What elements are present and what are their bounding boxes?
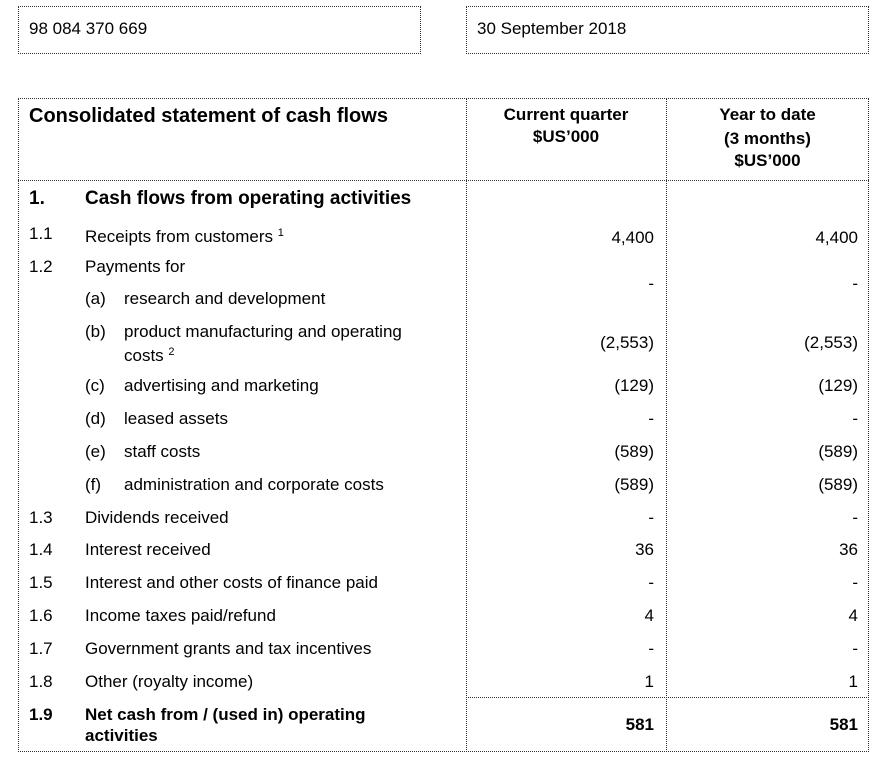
sub-row-label: advertising and marketing bbox=[124, 376, 319, 395]
year-to-date-value: - bbox=[852, 274, 858, 293]
row-label: Dividends received bbox=[85, 508, 229, 527]
row-number: 1.7 bbox=[29, 639, 53, 658]
year-to-date-value: - bbox=[852, 409, 858, 428]
row-number: 1.8 bbox=[29, 672, 53, 691]
row-label-text: Receipts from customers bbox=[85, 227, 273, 246]
current-quarter-value: (589) bbox=[614, 442, 654, 461]
section-title: Cash flows from operating activities bbox=[85, 188, 412, 209]
year-to-date-value: (589) bbox=[818, 475, 858, 494]
sub-row-label: leased assets bbox=[124, 409, 228, 428]
current-quarter-value: - bbox=[648, 573, 654, 592]
current-quarter-total: 581 bbox=[625, 715, 654, 734]
row-number: 1.4 bbox=[29, 540, 53, 559]
sub-row-letter: (e) bbox=[85, 442, 106, 461]
current-quarter-value: 4 bbox=[644, 606, 654, 625]
total-row-number: 1.9 bbox=[29, 705, 53, 724]
year-to-date-header bbox=[670, 104, 865, 172]
year-to-date-value: 4,400 bbox=[815, 228, 858, 247]
current-quarter-value: - bbox=[648, 274, 654, 293]
column-divider bbox=[466, 98, 467, 752]
footnote-marker: 1 bbox=[277, 227, 284, 239]
total-row-label-continued: activities bbox=[85, 726, 158, 745]
year-to-date-value: 4 bbox=[848, 606, 858, 625]
row-label: Payments for bbox=[85, 257, 186, 276]
current-quarter-value: (129) bbox=[614, 376, 654, 395]
statement-title: Consolidated statement of cash flows bbox=[29, 105, 388, 127]
sub-row-letter: (a) bbox=[85, 289, 106, 308]
total-row-label: Net cash from / (used in) operating bbox=[85, 705, 366, 724]
current-quarter-value: - bbox=[648, 409, 654, 428]
current-quarter-unit: $US’000 bbox=[532, 127, 600, 146]
year-to-date-value: (2,553) bbox=[804, 333, 858, 352]
sub-row-letter: (c) bbox=[85, 376, 105, 395]
section-number: 1. bbox=[29, 188, 45, 209]
sub-row-letter: (b) bbox=[85, 322, 106, 341]
row-label: Other (royalty income) bbox=[85, 672, 254, 691]
year-to-date-value: - bbox=[852, 639, 858, 658]
row-label bbox=[85, 223, 284, 247]
year-to-date-value: (129) bbox=[818, 376, 858, 395]
current-quarter-value: 1 bbox=[644, 672, 654, 691]
abn-box bbox=[18, 6, 421, 54]
year-to-date-period: (3 months) bbox=[724, 129, 811, 148]
year-to-date-total: 581 bbox=[829, 715, 858, 734]
current-quarter-value: - bbox=[648, 639, 654, 658]
sub-row-letter: (f) bbox=[85, 475, 102, 494]
row-label: Government grants and tax incentives bbox=[85, 639, 372, 658]
sub-row-label-continued bbox=[124, 342, 175, 366]
row-number: 1.2 bbox=[29, 257, 53, 276]
quarter-date-value: 30 September 2018 bbox=[477, 19, 627, 38]
sub-row-label: staff costs bbox=[124, 442, 201, 461]
year-to-date-label: Year to date bbox=[719, 105, 816, 124]
column-divider bbox=[666, 98, 667, 752]
sub-row-label: administration and corporate costs bbox=[124, 475, 384, 494]
current-quarter-value: (2,553) bbox=[600, 333, 654, 352]
sub-row-label: research and development bbox=[124, 289, 326, 308]
row-number: 1.1 bbox=[29, 224, 53, 243]
year-to-date-value: 1 bbox=[848, 672, 858, 691]
quarter-date-box bbox=[466, 6, 869, 54]
current-quarter-value: 4,400 bbox=[611, 228, 654, 247]
year-to-date-value: - bbox=[852, 573, 858, 592]
current-quarter-value: - bbox=[648, 508, 654, 527]
sub-row-letter: (d) bbox=[85, 409, 106, 428]
year-to-date-value: - bbox=[852, 508, 858, 527]
year-to-date-value: (589) bbox=[818, 442, 858, 461]
current-quarter-value: (589) bbox=[614, 475, 654, 494]
current-quarter-value: 36 bbox=[635, 540, 654, 559]
total-divider bbox=[466, 697, 869, 698]
current-quarter-label: Current quarter bbox=[503, 105, 629, 124]
sub-row-label-text: costs bbox=[124, 346, 164, 365]
row-label: Interest and other costs of finance paid bbox=[85, 573, 378, 592]
row-number: 1.6 bbox=[29, 606, 53, 625]
footnote-marker: 2 bbox=[168, 346, 175, 358]
year-to-date-unit: $US’000 bbox=[734, 151, 801, 170]
row-number: 1.3 bbox=[29, 508, 53, 527]
year-to-date-value: 36 bbox=[839, 540, 858, 559]
row-label: Income taxes paid/refund bbox=[85, 606, 276, 625]
current-quarter-header bbox=[470, 104, 662, 148]
row-number: 1.5 bbox=[29, 573, 53, 592]
row-label: Interest received bbox=[85, 540, 211, 559]
abn-value: 98 084 370 669 bbox=[29, 19, 148, 38]
header-divider bbox=[18, 180, 869, 181]
sub-row-label: product manufacturing and operating bbox=[124, 322, 402, 341]
